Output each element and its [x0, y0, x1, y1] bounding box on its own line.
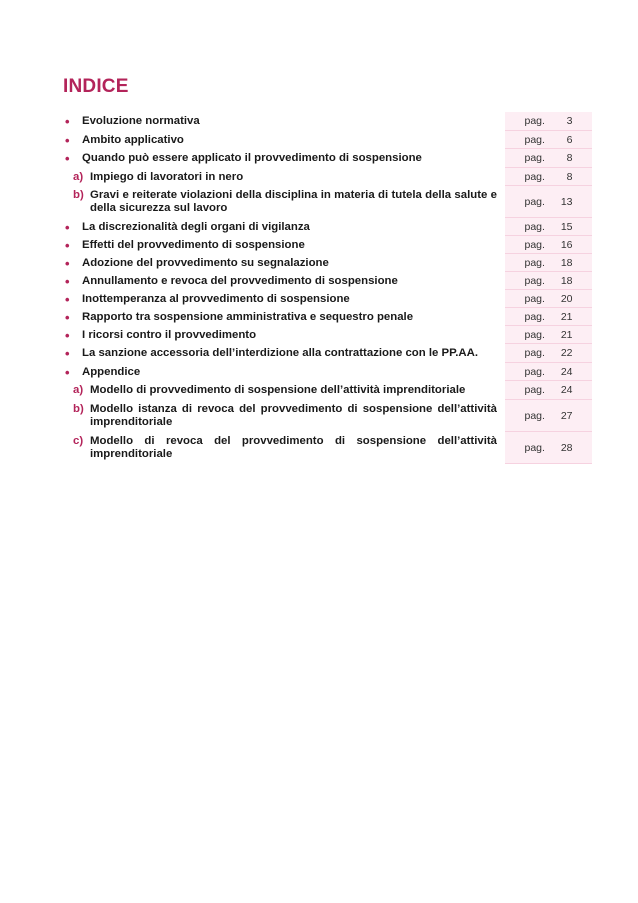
page-ref: pag. 21 [505, 326, 592, 344]
subentry-letter: a) [73, 170, 84, 183]
bullet-icon: • [65, 114, 70, 129]
toc-entry [63, 344, 592, 363]
page-ref: pag. 15 [505, 218, 592, 236]
page-number: 6 [566, 133, 573, 146]
entry-title: Modello di provvedimento di sospensione dell’attività imprenditoriale [90, 384, 466, 396]
entry-title: Ambito applicativo [82, 133, 184, 146]
entry-title: Quando può essere applicato il provvedimento di sospensione [82, 152, 422, 164]
entry-title: Inottemperanza al provvedimento di sospensione [82, 292, 350, 305]
entry-title: La sanzione accessoria dell’interdizione alla contrattazione con le PP.AA. [82, 347, 479, 359]
page-number: 3 [566, 115, 573, 127]
bullet-icon: • [65, 364, 70, 380]
page-ref: pag. 24 [505, 381, 592, 400]
entry-title: Modello istanza di revoca del provvedimento di sospensione dell’attività imprenditoriale [90, 403, 497, 428]
toc-entry [63, 218, 592, 236]
page-title: INDICE [63, 76, 129, 97]
page-number: 13 [560, 195, 573, 208]
page-ref: pag. 24 [505, 363, 592, 381]
page-number: 18 [560, 256, 573, 269]
toc-entry [63, 149, 592, 168]
toc-entry [63, 272, 592, 290]
page-number: 18 [560, 274, 573, 287]
toc-entry [63, 131, 592, 149]
bullet-icon: • [65, 309, 70, 325]
page-number: 21 [560, 310, 573, 323]
page-ref: pag. 28 [505, 432, 592, 464]
entry-title: Annullamento e revoca del provvedimento di sospensione [82, 274, 398, 287]
page-ref: pag. 18 [505, 254, 592, 272]
page-ref: pag. 6 [505, 131, 592, 149]
toc-subentry [63, 381, 592, 400]
bullet-icon: • [65, 219, 70, 235]
entry-title: Adozione del provvedimento su segnalazione [82, 256, 329, 269]
page-ref: pag. 8 [505, 149, 592, 168]
page-number: 8 [566, 152, 573, 164]
bullet-icon: • [65, 151, 70, 166]
subentry-letter: b) [73, 189, 84, 201]
page-number: 24 [560, 384, 573, 396]
subentry-letter: c) [73, 435, 84, 447]
toc-entry [63, 254, 592, 272]
toc-entry [63, 290, 592, 308]
subentry-letter: a) [73, 384, 84, 396]
subentry-letter: b) [73, 403, 84, 415]
bullet-icon: • [65, 255, 70, 271]
toc-entry [63, 326, 592, 344]
bullet-icon: • [65, 291, 70, 307]
toc-subentry [63, 400, 592, 432]
bullet-icon: • [65, 327, 70, 343]
page-ref: pag. 27 [505, 400, 592, 432]
page-ref: pag. 18 [505, 272, 592, 290]
page-ref: pag. 13 [505, 186, 592, 218]
page-number: 21 [560, 328, 573, 341]
page-ref: pag. 3 [505, 112, 592, 131]
entry-title: Impiego di lavoratori in nero [90, 170, 244, 183]
page-ref: pag. 22 [505, 344, 592, 363]
entry-title: Evoluzione normativa [82, 115, 200, 127]
entry-title: Rapporto tra sospensione amministrativa e sequestro penale [82, 310, 414, 323]
page-number: 8 [566, 170, 573, 183]
page-ref: pag. 8 [505, 168, 592, 186]
toc-subentry [63, 168, 592, 186]
page-ref: pag. 20 [505, 290, 592, 308]
entry-title: Gravi e reiterate violazioni della disciplina in materia di tutela della salute e della sicurezza sul lavoro [90, 189, 497, 214]
entry-title: Appendice [82, 365, 141, 378]
toc-entry [63, 308, 592, 326]
page-number: 16 [560, 238, 573, 251]
page-number: 27 [560, 409, 573, 422]
page-number: 15 [560, 220, 573, 233]
page-number: 22 [560, 347, 573, 359]
table-of-contents [63, 112, 592, 464]
entry-title: Effetti del provvedimento di sospensione [82, 238, 305, 251]
toc-entry [63, 236, 592, 254]
page-number: 24 [560, 365, 573, 378]
toc-entry [63, 112, 592, 131]
bullet-icon: • [65, 132, 70, 148]
bullet-icon: • [65, 237, 70, 253]
page-ref: pag. 21 [505, 308, 592, 326]
entry-title: I ricorsi contro il provvedimento [82, 328, 257, 341]
bullet-icon: • [65, 273, 70, 289]
entry-title: La discrezionalità degli organi di vigilanza [82, 220, 310, 233]
page-number: 20 [560, 292, 573, 305]
bullet-icon: • [65, 346, 70, 361]
page-ref: pag. 16 [505, 236, 592, 254]
page-number: 28 [560, 441, 573, 454]
toc-entry [63, 363, 592, 381]
toc-subentry [63, 432, 592, 464]
toc-subentry [63, 186, 592, 218]
entry-title: Modello di revoca del provvedimento di sospensione dell’attività imprenditoriale [90, 435, 497, 460]
